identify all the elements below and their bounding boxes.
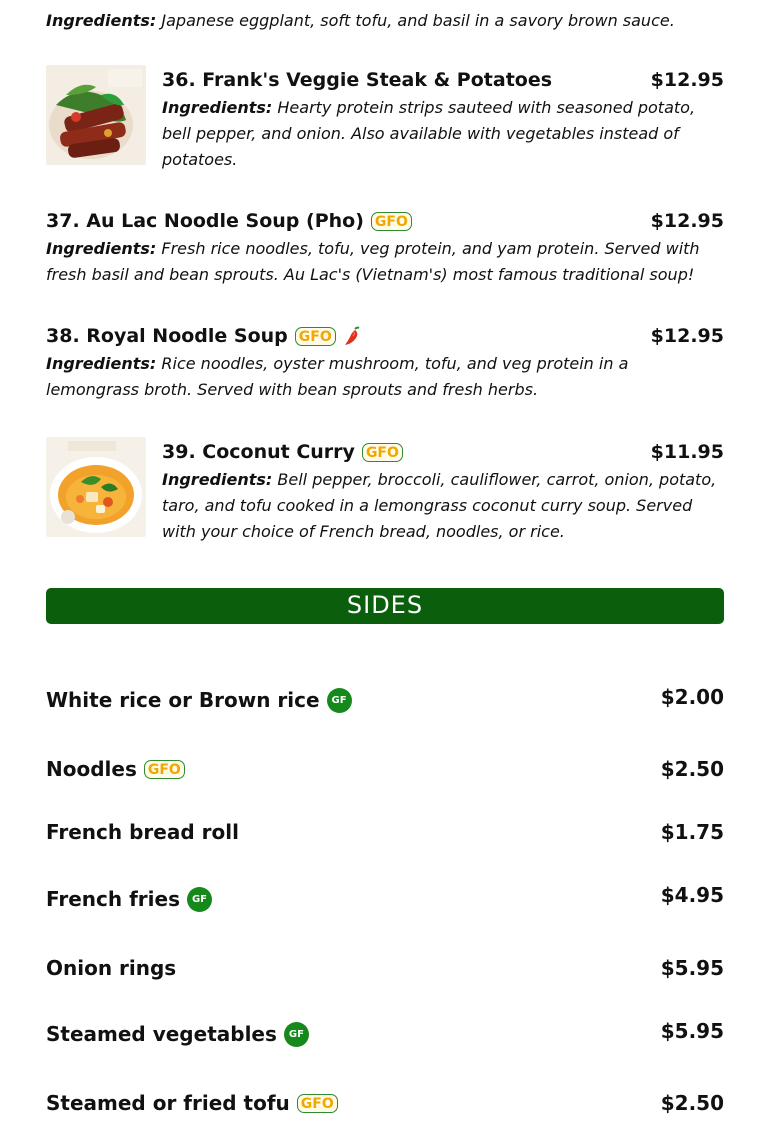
item-title: 39. Coconut Curry <box>162 441 355 463</box>
side-name: Onion rings <box>46 956 177 980</box>
menu-item-36 <box>46 65 724 175</box>
side-name-wrap <box>46 754 185 784</box>
menu-item-39 <box>46 437 724 547</box>
item-title-wrap <box>46 206 412 236</box>
chili-pepper-icon <box>343 326 361 346</box>
ingredients-text: Fresh rice noodles, tofu, veg protein, and yam protein. Served with fresh basil and bean sprouts. Au Lac's (Vietnam's) most famous traditional soup! <box>46 239 700 284</box>
side-name: Steamed vegetables <box>46 1022 277 1046</box>
gf-badge: GF <box>284 1022 309 1047</box>
side-name: French bread roll <box>46 820 239 844</box>
gf-badge: GF <box>187 887 212 912</box>
item-price: $11.95 <box>650 441 724 463</box>
item-header <box>46 206 724 236</box>
side-price: $5.95 <box>660 956 724 980</box>
item-title-wrap <box>46 321 361 351</box>
side-item-rice <box>46 685 724 715</box>
ingredients-label: Ingredients: <box>162 470 273 489</box>
side-name-wrap <box>46 817 239 847</box>
side-name-wrap <box>46 884 212 914</box>
ingredients-text: Hearty protein strips sauteed with seasoned potato, bell pepper, and onion. Also available with vegetables instead of potatoes. <box>162 98 696 169</box>
ingredients-text: Rice noodles, oyster mushroom, tofu, and veg protein in a lemongrass broth. Served with bean sprouts and fresh herbs. <box>46 354 629 399</box>
gfo-badge: GFO <box>371 212 412 231</box>
ingredients-text: Japanese eggplant, soft tofu, and basil in a savory brown sauce. <box>161 11 675 30</box>
item-price: $12.95 <box>650 69 724 91</box>
side-price: $5.95 <box>660 1019 724 1043</box>
item-header <box>162 65 724 95</box>
side-price: $2.50 <box>660 1091 724 1115</box>
side-name-wrap <box>46 953 176 983</box>
side-name-wrap <box>46 1088 338 1118</box>
item-title-wrap <box>162 437 403 467</box>
gfo-badge: GFO <box>295 327 336 346</box>
menu-item-38 <box>46 321 724 403</box>
ingredients-text: Bell pepper, broccoli, cauliflower, carrot, onion, potato, taro, and tofu cooked in a lemongrass coconut curry soup. Served with your choice of French bread, noodles, or rice. <box>162 470 717 541</box>
side-price: $2.00 <box>660 685 724 709</box>
item-title: 38. Royal Noodle Soup <box>46 325 288 347</box>
side-name-wrap <box>46 685 352 715</box>
ingredients-label: Ingredients: <box>46 239 157 258</box>
ingredients-label: Ingredients: <box>46 11 157 30</box>
gfo-badge: GFO <box>297 1094 338 1113</box>
item-header <box>162 437 724 467</box>
side-item-tofu <box>46 1088 724 1118</box>
menu-item-37 <box>46 206 724 288</box>
ingredients-label: Ingredients: <box>162 98 273 117</box>
item-description <box>162 467 724 545</box>
item-price: $12.95 <box>650 210 724 232</box>
item-title: 36. Frank's Veggie Steak & Potatoes <box>162 69 553 91</box>
item-price: $12.95 <box>650 325 724 347</box>
item-header <box>46 321 724 351</box>
side-name: Steamed or fried tofu <box>46 1091 290 1115</box>
side-item-bread <box>46 817 724 847</box>
side-item-vegetables <box>46 1019 724 1049</box>
item-description <box>46 236 724 288</box>
side-name: French fries <box>46 887 180 911</box>
side-name-wrap <box>46 1019 309 1049</box>
coconut-curry-photo <box>46 437 146 537</box>
side-name: Noodles <box>46 757 137 781</box>
gfo-badge: GFO <box>362 443 403 462</box>
item-description <box>162 95 724 173</box>
side-item-fries <box>46 884 724 914</box>
ingredients-label: Ingredients: <box>46 354 157 373</box>
side-price: $1.75 <box>660 820 724 844</box>
side-price: $2.50 <box>660 757 724 781</box>
gf-badge: GF <box>327 688 352 713</box>
sides-section-header: SIDES <box>46 588 724 624</box>
previous-item-ingredients <box>46 9 724 33</box>
side-name: White rice or Brown rice <box>46 688 320 712</box>
item-description <box>46 351 724 403</box>
side-item-onion-rings <box>46 953 724 983</box>
side-item-noodles <box>46 754 724 784</box>
gfo-badge: GFO <box>144 760 185 779</box>
side-price: $4.95 <box>660 883 724 907</box>
item-title: 37. Au Lac Noodle Soup (Pho) <box>46 210 364 232</box>
veggie-steak-photo <box>46 65 146 165</box>
